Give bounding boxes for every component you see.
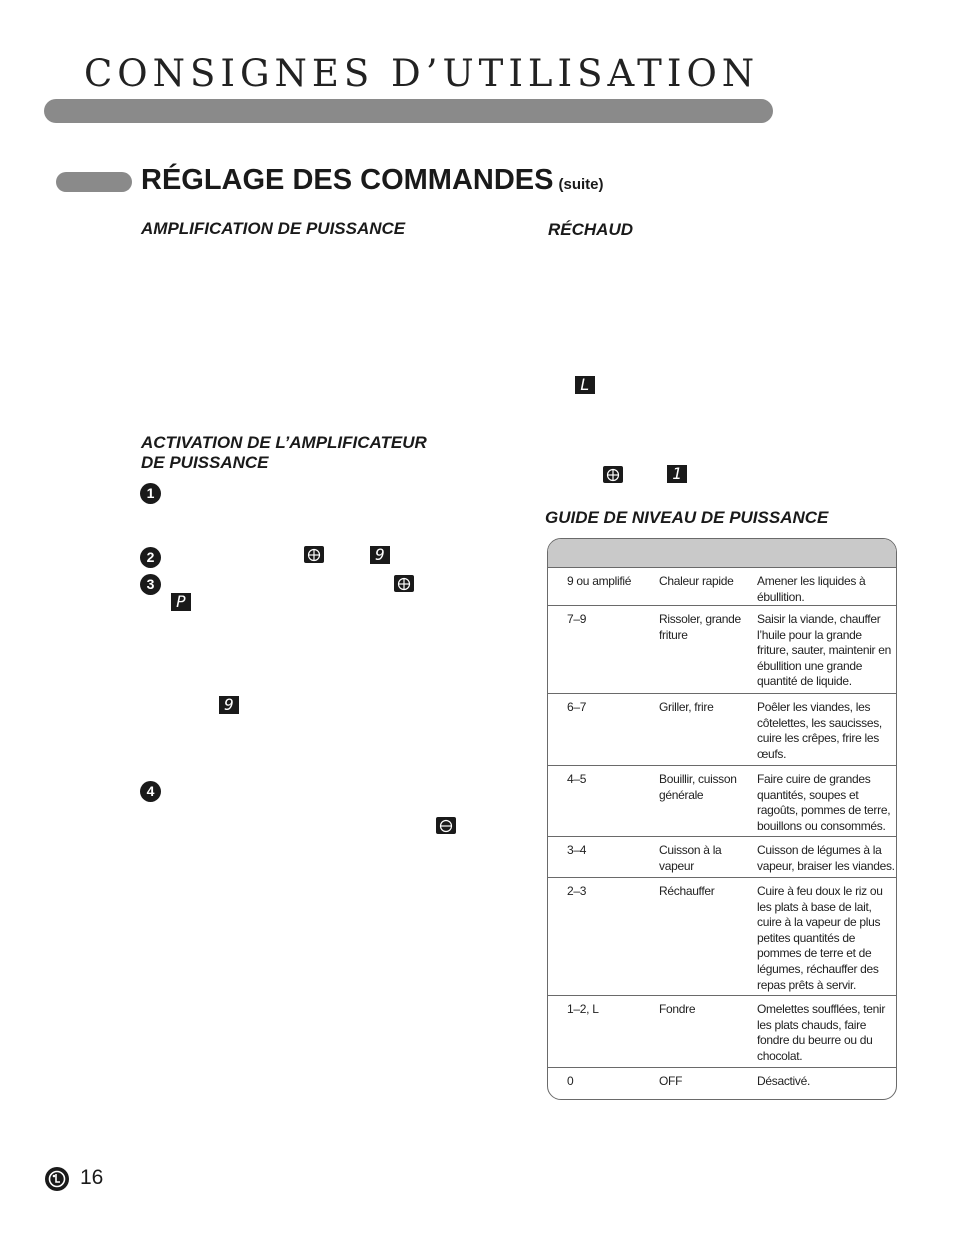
minus-button-icon [436,817,456,834]
cell-use: Cuisson de légumes à la vapeur, braiser les viandes. [757,843,895,873]
cell-cooking-type: Réchauffer [659,884,715,898]
cell-cooking-type: OFF [659,1074,683,1088]
section-pill [56,172,132,192]
power-level-table [547,538,897,1100]
plus-button-icon [304,546,324,563]
subhead-warmer: RÉCHAUD [548,220,633,239]
cell-level: 7–9 [567,612,587,626]
subhead-activate-boost-line1: ACTIVATION DE L’AMPLIFICATEUR [141,433,427,452]
subhead-activate-boost-line2: DE PUISSANCE [141,453,269,472]
cell-level: 4–5 [567,772,587,786]
step-1-marker: 1 [140,483,161,504]
step-3-marker: 3 [140,574,161,595]
subhead-activate-boost [141,433,427,473]
subhead-power-level-guide: GUIDE DE NIVEAU DE PUISSANCE [545,508,829,527]
step-2-marker: 2 [140,547,161,568]
cell-cooking-type: Chaleur rapide [659,574,734,588]
cell-level: 0 [567,1074,574,1088]
cell-use: Cuire à feu doux le riz ou les plats à base de lait, cuire à la vapeur de plus petites quantités de pommes de terre et de légumes, réchauffer des repas prêts à servir. [757,884,883,992]
table-row [548,837,896,878]
header-bar [44,99,773,123]
plus-button-icon [394,575,414,592]
table-header [548,539,896,568]
cell-level: 2–3 [567,884,587,898]
cell-level: 9 ou amplifié [567,574,632,588]
subhead-power-boost: AMPLIFICATION DE PUISSANCE [141,219,406,238]
step-4-marker: 4 [140,781,161,802]
cell-cooking-type: Cuisson à la vapeur [659,843,722,873]
page-number: 16 [80,1166,104,1189]
display-one-icon: 1 [667,465,687,483]
cell-level: 3–4 [567,843,587,857]
cell-use: Omelettes soufflées, tenir les plats chauds, faire fondre du beurre ou du chocolat. [757,1002,886,1063]
cell-cooking-type: Griller, frire [659,700,714,714]
cell-level: 1–2, L [567,1002,599,1016]
table-row [548,766,896,837]
section-title-suffix: (suite) [558,176,604,193]
lg-logo-icon [45,1167,69,1191]
table-row [548,1068,896,1100]
display-low-icon: L [575,376,595,394]
cell-level: 6–7 [567,700,587,714]
section-title-text: RÉGLAGE DES COMMANDES [141,164,554,196]
display-nine-icon: 9 [370,546,390,564]
cell-cooking-type: Rissoler, grande friture [659,612,741,642]
section-title [141,164,603,197]
display-p-icon: P [171,593,191,611]
table-row [548,996,896,1068]
cell-cooking-type: Bouillir, cuisson générale [659,772,737,802]
table-row [548,694,896,766]
table-row [548,568,896,606]
page-header-title: CONSIGNES D’UTILISATION [84,52,760,95]
cell-use: Saisir la viande, chauffer l’huile pour la grande friture, sauter, maintenir en ébullition une grande quantité de liquide. [757,612,892,689]
plus-button-icon [603,466,623,483]
cell-use: Désactivé. [757,1074,811,1088]
cell-use: Faire cuire de grandes quantités, soupes et ragoûts, pommes de terre, bouillons ou consommés. [757,772,891,833]
cell-use: Poêler les viandes, les côtelettes, les saucisses, cuire les crêpes, frire les œufs. [757,700,882,761]
cell-use: Amener les liquides à ébullition. [757,574,866,604]
table-row [548,606,896,694]
display-nine-icon: 9 [219,696,239,714]
table-row [548,878,896,996]
cell-cooking-type: Fondre [659,1002,696,1016]
